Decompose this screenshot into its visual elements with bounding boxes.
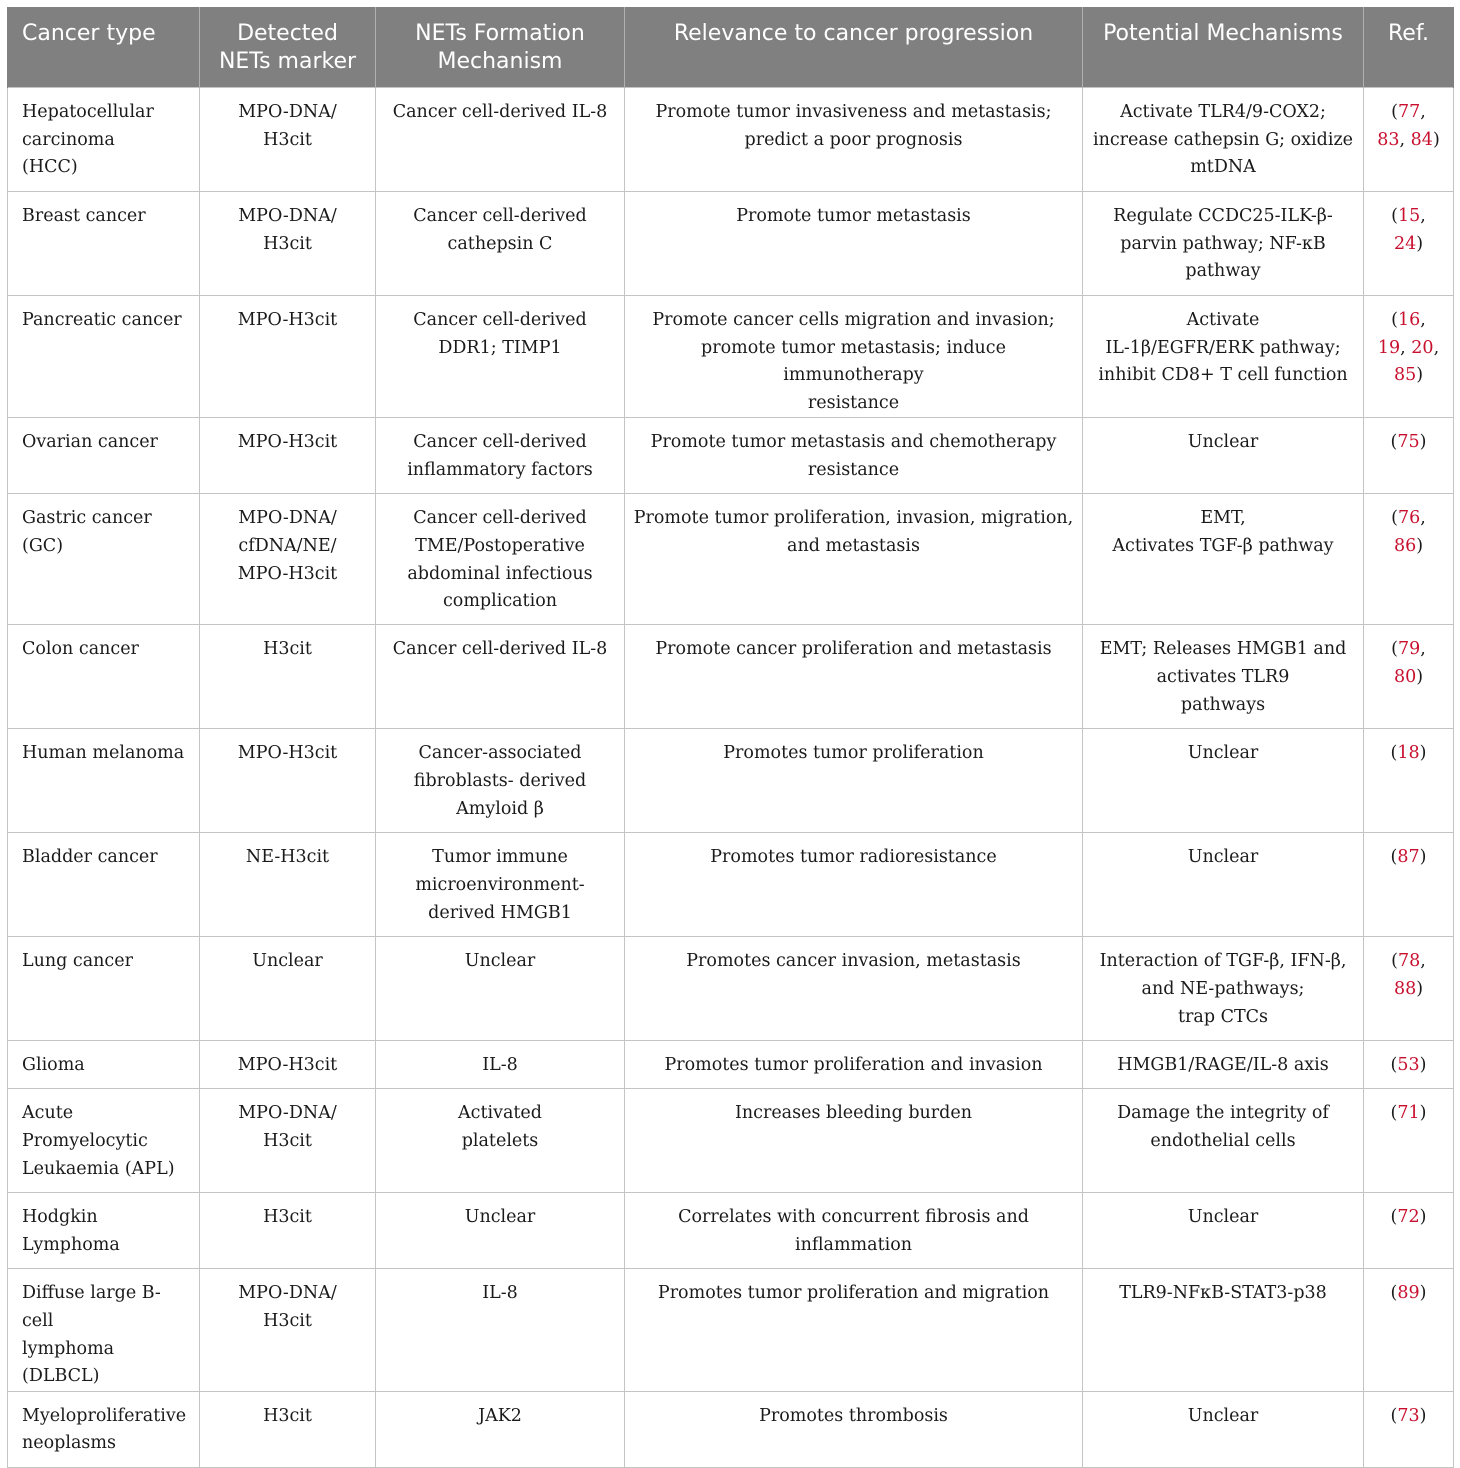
ref-punct: ( bbox=[1390, 1103, 1398, 1124]
ref-punct: ) bbox=[1416, 978, 1424, 999]
cell-nets-marker-text: MPO-DNA/ H3cit bbox=[238, 1103, 337, 1151]
cell-nets-marker bbox=[200, 1193, 376, 1269]
cell-relevance bbox=[625, 625, 1083, 729]
cell-nets-marker-text: NE-H3cit bbox=[245, 847, 330, 868]
ref-link[interactable]: 89 bbox=[1397, 1283, 1420, 1304]
cell-cancer-type-text: Hodgkin Lymphoma bbox=[22, 1207, 120, 1255]
cell-formation-mechanism bbox=[376, 937, 625, 1041]
ref-punct: ( bbox=[1391, 508, 1398, 529]
cell-potential-mechanisms bbox=[1083, 296, 1364, 418]
ref-link[interactable]: 79 bbox=[1397, 639, 1421, 660]
cell-cancer-type bbox=[8, 1269, 200, 1391]
ref-line bbox=[1372, 231, 1445, 259]
cell-nets-marker-text: MPO-DNA/ H3cit bbox=[238, 102, 337, 150]
cell-relevance bbox=[625, 494, 1083, 625]
ref-link[interactable]: 78 bbox=[1397, 951, 1421, 972]
ref-punct: , bbox=[1420, 951, 1426, 972]
cell-potential-mechanisms-text: Unclear bbox=[1187, 1405, 1259, 1426]
cell-relevance-text: Promote cancer proliferation and metastasis bbox=[655, 639, 1052, 660]
cell-cancer-type-text: Human melanoma bbox=[22, 743, 185, 764]
cell-cancer-type bbox=[8, 192, 200, 296]
cell-formation-mechanism bbox=[376, 88, 625, 192]
cell-formation-mechanism-text: Cancer cell-derived DDR1; TIMP1 bbox=[413, 310, 587, 358]
cell-relevance-text: Increases bleeding burden bbox=[734, 1103, 973, 1124]
cell-ref bbox=[1364, 937, 1454, 1041]
cell-potential-mechanisms-text: Unclear bbox=[1187, 1207, 1259, 1228]
cell-formation-mechanism bbox=[376, 192, 625, 296]
cell-ref bbox=[1364, 625, 1454, 729]
cell-formation-mechanism bbox=[376, 296, 625, 418]
ref-punct: ( bbox=[1390, 432, 1398, 453]
cell-relevance-text: Correlates with concurrent fibrosis and inflammation bbox=[678, 1207, 1029, 1255]
cell-potential-mechanisms bbox=[1083, 1193, 1364, 1269]
header-ref: Ref. bbox=[1364, 7, 1454, 88]
cell-cancer-type-text: Glioma bbox=[22, 1055, 85, 1076]
cell-ref bbox=[1364, 1089, 1454, 1193]
ref-line bbox=[1372, 1280, 1445, 1308]
cell-potential-mechanisms bbox=[1083, 1391, 1364, 1467]
table-row bbox=[8, 833, 1454, 937]
ref-line bbox=[1372, 307, 1445, 335]
ref-punct: , bbox=[1420, 206, 1426, 226]
cell-nets-marker bbox=[200, 1269, 376, 1391]
cell-potential-mechanisms-text: Unclear bbox=[1187, 743, 1259, 764]
cell-relevance bbox=[625, 296, 1083, 418]
ref-line bbox=[1372, 740, 1445, 768]
ref-punct: ) bbox=[1419, 1283, 1427, 1304]
cell-formation-mechanism-text: Cancer cell-derived TME/Postoperative abdominal infectious complication bbox=[407, 508, 593, 612]
cell-cancer-type-text: Pancreatic cancer bbox=[22, 310, 182, 330]
cell-cancer-type-text: Myeloproliferative neoplasms bbox=[22, 1405, 187, 1454]
cell-cancer-type bbox=[8, 296, 200, 418]
cell-nets-marker-text: MPO-DNA/ H3cit bbox=[238, 1283, 337, 1331]
ref-line bbox=[1372, 362, 1445, 390]
ref-punct: ( bbox=[1390, 847, 1398, 868]
cell-cancer-type bbox=[8, 88, 200, 192]
header-potential-mechanisms: Potential Mechanisms bbox=[1083, 7, 1364, 88]
ref-link[interactable]: 15 bbox=[1397, 206, 1421, 226]
cell-formation-mechanism-text: Cancer cell-derived inflammatory factors bbox=[407, 432, 593, 480]
cell-relevance bbox=[625, 418, 1083, 494]
cell-potential-mechanisms bbox=[1083, 625, 1364, 729]
cell-cancer-type-text: Lung cancer bbox=[22, 951, 133, 972]
cell-potential-mechanisms bbox=[1083, 729, 1364, 833]
cell-nets-marker-text: H3cit bbox=[263, 1405, 312, 1426]
cell-formation-mechanism bbox=[376, 1391, 625, 1467]
cell-cancer-type-text: Hepatocellular carcinoma (HCC) bbox=[22, 102, 154, 178]
cell-cancer-type bbox=[8, 833, 200, 937]
table-row bbox=[8, 1193, 1454, 1269]
table-row bbox=[8, 88, 1454, 192]
ref-line bbox=[1372, 636, 1445, 664]
ref-punct: ) bbox=[1419, 1207, 1427, 1228]
cell-relevance-text: Promote tumor metastasis and chemotherapy resistance bbox=[650, 432, 1057, 480]
ref-line bbox=[1372, 533, 1445, 561]
ref-punct: ( bbox=[1391, 310, 1398, 330]
cell-nets-marker-text: MPO-H3cit bbox=[237, 743, 338, 764]
ref-punct: , bbox=[1399, 129, 1411, 150]
table-row bbox=[8, 1041, 1454, 1089]
cell-potential-mechanisms-text: Regulate CCDC25-ILK-β- parvin pathway; NF-κB pathway bbox=[1113, 206, 1333, 282]
cell-formation-mechanism bbox=[376, 494, 625, 625]
cell-cancer-type bbox=[8, 1041, 200, 1089]
cell-nets-marker-text: MPO-H3cit bbox=[237, 1055, 338, 1076]
cell-cancer-type bbox=[8, 418, 200, 494]
cell-cancer-type bbox=[8, 1089, 200, 1193]
ref-line bbox=[1372, 1403, 1445, 1431]
ref-line bbox=[1372, 1100, 1445, 1128]
ref-punct: ( bbox=[1390, 1055, 1398, 1076]
cell-relevance-text: Promotes tumor proliferation and invasion bbox=[664, 1055, 1043, 1076]
table-row bbox=[8, 418, 1454, 494]
cell-relevance bbox=[625, 937, 1083, 1041]
ref-line bbox=[1372, 1204, 1445, 1232]
cell-potential-mechanisms bbox=[1083, 833, 1364, 937]
cell-nets-marker bbox=[200, 729, 376, 833]
ref-link[interactable]: 76 bbox=[1397, 508, 1421, 529]
cell-relevance bbox=[625, 1391, 1083, 1467]
cell-potential-mechanisms bbox=[1083, 192, 1364, 296]
cell-nets-marker-text: H3cit bbox=[263, 1207, 312, 1228]
cell-nets-marker-text: H3cit bbox=[263, 639, 312, 660]
cell-relevance-text: Promote tumor metastasis bbox=[736, 206, 971, 226]
ref-line bbox=[1372, 203, 1445, 231]
cell-ref bbox=[1364, 418, 1454, 494]
cell-relevance bbox=[625, 833, 1083, 937]
ref-line bbox=[1372, 335, 1445, 363]
ref-link[interactable]: 80 bbox=[1393, 666, 1417, 687]
ref-punct: ) bbox=[1419, 1405, 1427, 1426]
ref-punct: ( bbox=[1390, 1283, 1398, 1304]
cell-formation-mechanism-text: Tumor immune microenvironment- derived HMGB1 bbox=[415, 847, 585, 923]
ref-line bbox=[1372, 844, 1445, 872]
ref-punct: ) bbox=[1419, 743, 1427, 764]
cell-ref bbox=[1364, 494, 1454, 625]
ref-punct: ) bbox=[1419, 847, 1427, 868]
cell-ref bbox=[1364, 192, 1454, 296]
cell-ref bbox=[1364, 1041, 1454, 1089]
cell-potential-mechanisms-text: Unclear bbox=[1187, 432, 1259, 453]
header-formation-mechanism: NETs Formation Mechanism bbox=[376, 7, 625, 88]
ref-punct: ) bbox=[1416, 666, 1424, 687]
ref-link[interactable]: 72 bbox=[1397, 1207, 1420, 1228]
header-relevance: Relevance to cancer progression bbox=[625, 7, 1083, 88]
cell-formation-mechanism-text: JAK2 bbox=[478, 1405, 522, 1426]
cell-nets-marker bbox=[200, 418, 376, 494]
cell-ref bbox=[1364, 88, 1454, 192]
cell-formation-mechanism-text: Cancer cell-derived IL-8 bbox=[392, 102, 608, 122]
header-row bbox=[8, 7, 1454, 88]
cell-relevance bbox=[625, 88, 1083, 192]
cell-potential-mechanisms-text: EMT, Activates TGF-β pathway bbox=[1112, 508, 1334, 556]
ref-punct: ) bbox=[1416, 365, 1424, 386]
table-header bbox=[8, 7, 1454, 88]
cell-formation-mechanism-text: IL-8 bbox=[482, 1055, 518, 1076]
cell-formation-mechanism bbox=[376, 418, 625, 494]
cell-formation-mechanism bbox=[376, 625, 625, 729]
ref-link[interactable]: 77 bbox=[1397, 102, 1421, 122]
ref-punct: , bbox=[1400, 337, 1412, 358]
ref-link[interactable]: 18 bbox=[1397, 743, 1420, 764]
cell-relevance-text: Promotes tumor proliferation bbox=[723, 743, 984, 764]
cell-relevance bbox=[625, 192, 1083, 296]
cell-formation-mechanism-text: Unclear bbox=[464, 1207, 536, 1228]
table-row bbox=[8, 937, 1454, 1041]
ref-line bbox=[1372, 1052, 1445, 1080]
cell-relevance-text: Promotes thrombosis bbox=[759, 1405, 948, 1426]
table-row bbox=[8, 1089, 1454, 1193]
cell-nets-marker bbox=[200, 833, 376, 937]
cell-cancer-type-text: Acute Promyelocytic Leukaemia (APL) bbox=[22, 1103, 175, 1179]
cell-nets-marker-text: MPO-H3cit bbox=[237, 310, 338, 330]
ref-punct: , bbox=[1433, 337, 1440, 358]
cell-potential-mechanisms-text: HMGB1/RAGE/IL-8 axis bbox=[1117, 1055, 1329, 1076]
cell-potential-mechanisms-text: TLR9-NFκB-STAT3-p38 bbox=[1119, 1283, 1327, 1304]
cell-relevance bbox=[625, 729, 1083, 833]
cell-formation-mechanism-text: IL-8 bbox=[482, 1283, 518, 1304]
cell-relevance-text: Promotes cancer invasion, metastasis bbox=[686, 951, 1021, 972]
table-row bbox=[8, 296, 1454, 418]
ref-link[interactable]: 19 bbox=[1377, 337, 1401, 358]
cell-potential-mechanisms bbox=[1083, 1041, 1364, 1089]
ref-line bbox=[1372, 505, 1445, 533]
ref-link[interactable]: 87 bbox=[1397, 847, 1420, 868]
ref-link[interactable]: 84 bbox=[1410, 129, 1433, 150]
cell-nets-marker bbox=[200, 937, 376, 1041]
cell-relevance bbox=[625, 1089, 1083, 1193]
ref-punct: ( bbox=[1391, 102, 1398, 122]
cell-potential-mechanisms-text: EMT; Releases HMGB1 and activates TLR9 pathways bbox=[1099, 639, 1347, 715]
cell-potential-mechanisms bbox=[1083, 494, 1364, 625]
cell-cancer-type bbox=[8, 625, 200, 729]
ref-line bbox=[1372, 664, 1445, 692]
cell-cancer-type bbox=[8, 937, 200, 1041]
ref-line bbox=[1372, 976, 1445, 1004]
ref-link[interactable]: 83 bbox=[1377, 129, 1400, 150]
cell-cancer-type-text: Colon cancer bbox=[22, 639, 139, 660]
cell-formation-mechanism-text: Cancer cell-derived IL-8 bbox=[392, 639, 608, 660]
cell-nets-marker-text: MPO-DNA/ cfDNA/NE/ MPO-H3cit bbox=[237, 508, 338, 584]
cell-ref bbox=[1364, 833, 1454, 937]
ref-punct: , bbox=[1420, 508, 1426, 529]
ref-punct: ( bbox=[1391, 639, 1398, 660]
cell-nets-marker bbox=[200, 1041, 376, 1089]
ref-punct: , bbox=[1420, 310, 1426, 330]
header-cancer-type: Cancer type bbox=[8, 7, 200, 88]
cell-relevance-text: Promote tumor invasiveness and metastasis; predict a poor prognosis bbox=[655, 102, 1052, 150]
nets-cancer-table bbox=[7, 7, 1454, 1468]
cell-nets-marker bbox=[200, 296, 376, 418]
cell-cancer-type-text: Diffuse large B-cell lymphoma (DLBCL) bbox=[22, 1283, 161, 1387]
cell-formation-mechanism bbox=[376, 1041, 625, 1089]
cell-relevance bbox=[625, 1269, 1083, 1391]
cell-nets-marker-text: MPO-DNA/ H3cit bbox=[238, 206, 337, 254]
ref-punct: ) bbox=[1419, 1103, 1427, 1124]
ref-link[interactable]: 71 bbox=[1397, 1103, 1420, 1124]
ref-link[interactable]: 24 bbox=[1393, 233, 1417, 254]
cell-relevance-text: Promotes tumor radioresistance bbox=[710, 847, 997, 868]
table-row bbox=[8, 192, 1454, 296]
cell-formation-mechanism bbox=[376, 1193, 625, 1269]
cell-nets-marker bbox=[200, 1391, 376, 1467]
table-row bbox=[8, 1391, 1454, 1467]
table-row bbox=[8, 625, 1454, 729]
cell-formation-mechanism-text: Unclear bbox=[464, 951, 536, 972]
cell-formation-mechanism bbox=[376, 1269, 625, 1391]
ref-link[interactable]: 75 bbox=[1397, 432, 1420, 453]
ref-punct: ) bbox=[1416, 233, 1424, 254]
table-row bbox=[8, 1269, 1454, 1391]
ref-link[interactable]: 85 bbox=[1393, 365, 1417, 386]
ref-punct: ( bbox=[1390, 1207, 1398, 1228]
ref-punct: ) bbox=[1432, 129, 1440, 150]
cell-nets-marker-text: Unclear bbox=[252, 951, 323, 972]
cell-cancer-type-text: Ovarian cancer bbox=[22, 432, 158, 453]
cell-formation-mechanism-text: Activated platelets bbox=[458, 1103, 542, 1151]
ref-link[interactable]: 73 bbox=[1397, 1405, 1420, 1426]
ref-punct: ) bbox=[1419, 432, 1427, 453]
ref-link[interactable]: 16 bbox=[1397, 310, 1421, 330]
cell-formation-mechanism bbox=[376, 1089, 625, 1193]
ref-punct: ) bbox=[1419, 1055, 1427, 1076]
cell-cancer-type-text: Gastric cancer (GC) bbox=[22, 508, 152, 556]
cell-potential-mechanisms bbox=[1083, 1269, 1364, 1391]
cell-potential-mechanisms bbox=[1083, 937, 1364, 1041]
ref-punct: ( bbox=[1390, 1405, 1398, 1426]
cell-nets-marker-text: MPO-H3cit bbox=[237, 432, 338, 453]
ref-link[interactable]: 86 bbox=[1393, 535, 1417, 556]
ref-line bbox=[1372, 127, 1445, 155]
table-row bbox=[8, 494, 1454, 625]
cell-relevance bbox=[625, 1041, 1083, 1089]
cell-relevance-text: Promotes tumor proliferation and migration bbox=[657, 1283, 1050, 1304]
cell-cancer-type bbox=[8, 1193, 200, 1269]
cell-formation-mechanism bbox=[376, 833, 625, 937]
cell-ref bbox=[1364, 1391, 1454, 1467]
cell-relevance-text: Promote cancer cells migration and invasion; promote tumor metastasis; induce immunotherapy resistance bbox=[652, 310, 1055, 413]
cell-potential-mechanisms bbox=[1083, 418, 1364, 494]
ref-line bbox=[1372, 948, 1445, 976]
table-body bbox=[8, 88, 1454, 1468]
cell-nets-marker bbox=[200, 625, 376, 729]
cell-formation-mechanism bbox=[376, 729, 625, 833]
cell-potential-mechanisms-text: Interaction of TGF-β, IFN-β, and NE-pathways; trap CTCs bbox=[1099, 951, 1347, 1027]
header-nets-marker: Detected NETs marker bbox=[200, 7, 376, 88]
ref-punct: ( bbox=[1391, 206, 1398, 226]
ref-punct: , bbox=[1420, 102, 1426, 122]
cell-ref bbox=[1364, 1269, 1454, 1391]
ref-link[interactable]: 88 bbox=[1393, 978, 1417, 999]
ref-link[interactable]: 53 bbox=[1397, 1055, 1420, 1076]
cell-cancer-type bbox=[8, 1391, 200, 1467]
cell-ref bbox=[1364, 296, 1454, 418]
cell-relevance bbox=[625, 1193, 1083, 1269]
ref-punct: ( bbox=[1390, 743, 1398, 764]
cell-potential-mechanisms bbox=[1083, 88, 1364, 192]
ref-punct: ( bbox=[1391, 951, 1398, 972]
cell-cancer-type bbox=[8, 494, 200, 625]
cell-ref bbox=[1364, 729, 1454, 833]
cell-formation-mechanism-text: Cancer-associated fibroblasts- derived Amyloid β bbox=[413, 743, 587, 819]
ref-punct: , bbox=[1420, 639, 1426, 660]
cell-relevance-text: Promote tumor proliferation, invasion, migration, and metastasis bbox=[633, 508, 1074, 556]
cell-potential-mechanisms bbox=[1083, 1089, 1364, 1193]
cell-ref bbox=[1364, 1193, 1454, 1269]
cell-potential-mechanisms-text: Activate TLR4/9-COX2; increase cathepsin G; oxidize mtDNA bbox=[1092, 102, 1354, 178]
ref-punct: ) bbox=[1416, 535, 1424, 556]
ref-line bbox=[1372, 99, 1445, 127]
cell-nets-marker bbox=[200, 494, 376, 625]
cell-cancer-type-text: Bladder cancer bbox=[22, 847, 158, 868]
cell-cancer-type-text: Breast cancer bbox=[22, 206, 146, 226]
table-row bbox=[8, 729, 1454, 833]
cell-potential-mechanisms-text: Activate IL-1β/EGFR/ERK pathway; inhibit CD8+ T cell function bbox=[1098, 310, 1348, 386]
cell-nets-marker bbox=[200, 192, 376, 296]
cell-nets-marker bbox=[200, 1089, 376, 1193]
ref-link[interactable]: 20 bbox=[1411, 337, 1434, 358]
cell-potential-mechanisms-text: Damage the integrity of endothelial cells bbox=[1117, 1103, 1329, 1151]
cell-nets-marker bbox=[200, 88, 376, 192]
ref-line bbox=[1372, 429, 1445, 457]
cell-potential-mechanisms-text: Unclear bbox=[1187, 847, 1259, 868]
cell-cancer-type bbox=[8, 729, 200, 833]
cell-formation-mechanism-text: Cancer cell-derived cathepsin C bbox=[413, 206, 587, 254]
